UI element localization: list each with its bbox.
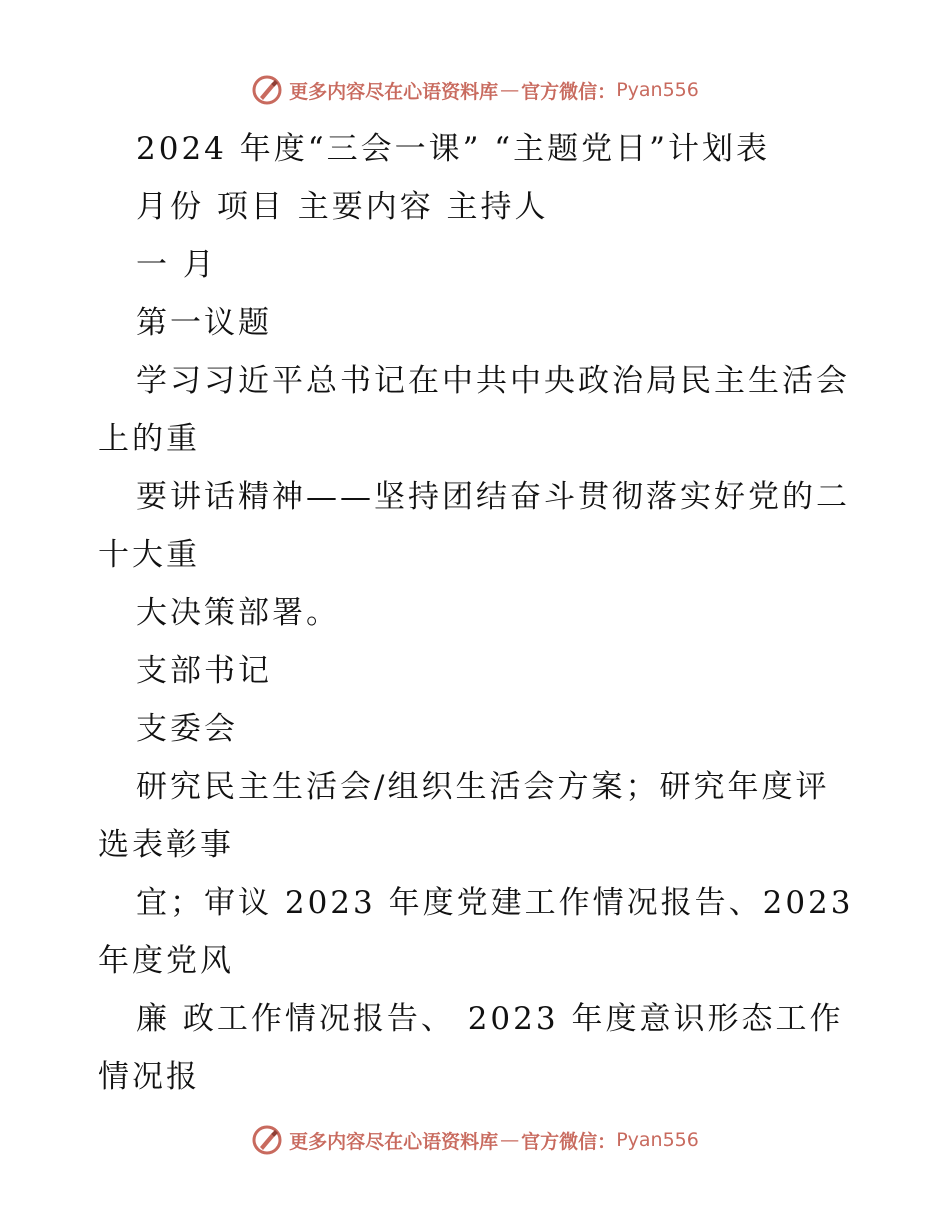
watermark-wechat-label: 官方微信： bbox=[521, 80, 617, 103]
month-label: 一 月 bbox=[136, 247, 217, 283]
header-watermark bbox=[0, 72, 950, 108]
watermark-text: 更多内容尽在心语资料库 bbox=[289, 1130, 499, 1153]
watermark-separator: — bbox=[500, 1129, 520, 1151]
text-line: 情况报 bbox=[98, 1059, 200, 1095]
meeting-type-label: 支委会 bbox=[136, 711, 238, 747]
text-line: 廉 政工作情况报告、 2023 年度意识形态工作 bbox=[136, 1001, 844, 1037]
host-label: 支部书记 bbox=[136, 653, 272, 689]
text-line: 年度党风 bbox=[98, 943, 234, 979]
text-line: 选表彰事 bbox=[98, 827, 234, 863]
watermark-text: 更多内容尽在心语资料库 bbox=[289, 80, 499, 103]
footer-watermark bbox=[0, 1122, 950, 1158]
watermark-wechat-id: Pyan556 bbox=[616, 1129, 699, 1151]
text-line: 要讲话精神——坚持团结奋斗贯彻落实好党的二 bbox=[136, 479, 850, 515]
text-line: 宜；审议 2023 年度党建工作情况报告、2023 bbox=[136, 885, 854, 921]
watermark-separator: — bbox=[500, 79, 520, 101]
document-body bbox=[98, 120, 858, 1106]
watermark-wechat-label: 官方微信： bbox=[521, 1130, 617, 1153]
watermark-wechat-id: Pyan556 bbox=[616, 79, 699, 101]
text-line: 学习习近平总书记在中共中央政治局民主生活会 bbox=[136, 363, 850, 399]
pen-logo-icon bbox=[251, 74, 283, 106]
table-header-line: 月份 项目 主要内容 主持人 bbox=[136, 189, 549, 225]
text-line: 研究民主生活会/组织生活会方案；研究年度评 bbox=[136, 769, 830, 805]
document-title: 2024 年度“三会一课” “主题党日”计划表 bbox=[136, 131, 770, 167]
text-line: 上的重 bbox=[98, 421, 200, 457]
text-line: 十大重 bbox=[98, 537, 200, 573]
agenda-item-label: 第一议题 bbox=[136, 305, 272, 341]
pen-logo-icon bbox=[251, 1124, 283, 1156]
text-line: 大决策部署。 bbox=[136, 595, 340, 631]
